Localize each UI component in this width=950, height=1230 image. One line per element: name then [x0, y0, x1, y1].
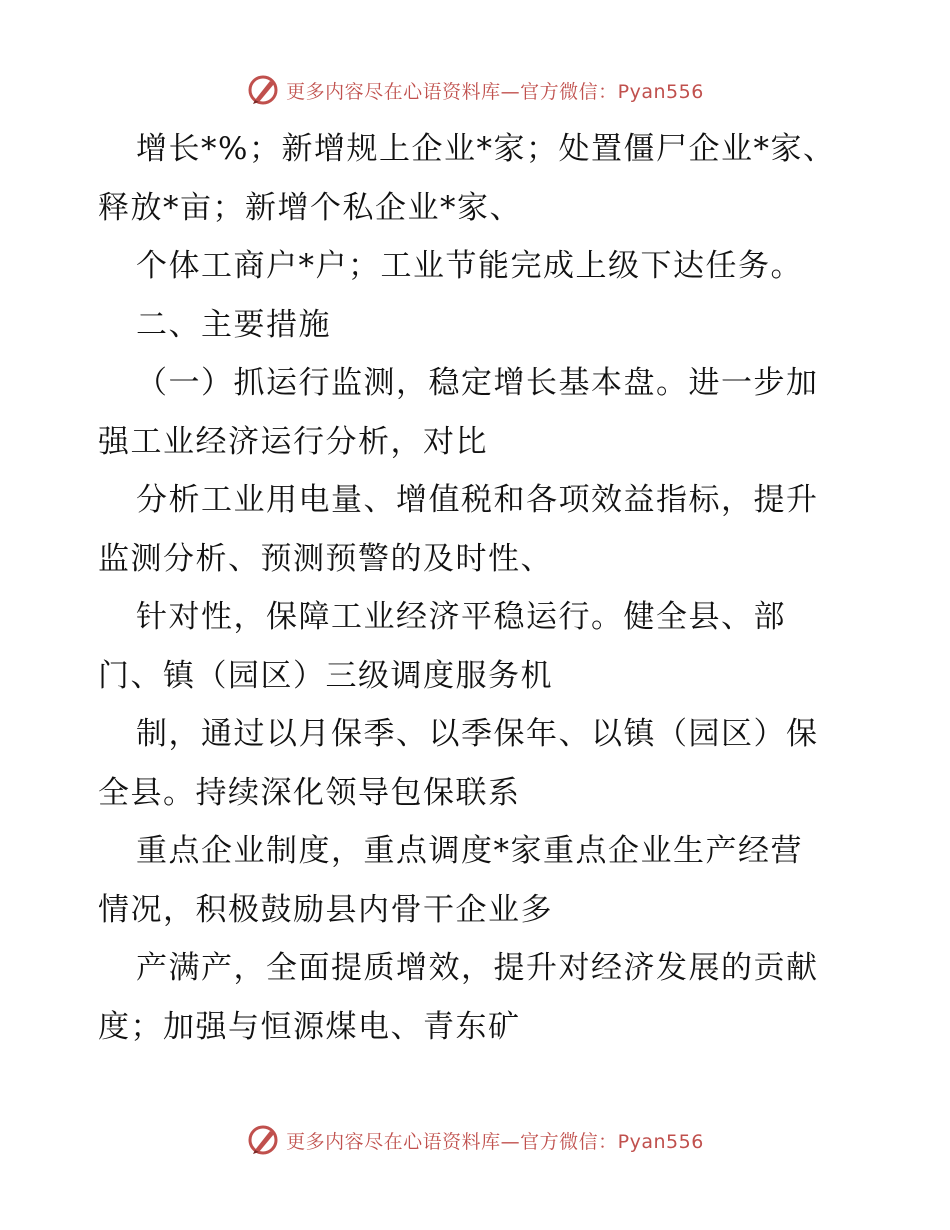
paragraph-line: 增长*%；新增规上企业*家；处置僵尸企业*家、 [136, 131, 836, 167]
pen-circle-logo-icon [246, 1123, 280, 1157]
paragraph-line: 分析工业用电量、增值税和各项效益指标，提升 [136, 482, 819, 518]
paragraph-line: 针对性，保障工业经济平稳运行。健全县、部 [136, 599, 786, 635]
paragraph-line: 个体工商户*户；工业节能完成上级下达任务。 [136, 248, 803, 284]
paragraph-line: 产满产，全面提质增效，提升对经济发展的贡献 [136, 950, 819, 986]
paragraph-line: 监测分析、预测预警的及时性、 [98, 540, 553, 577]
banner-text: 更多内容尽在心语资料库—官方微信：Pyan556 [286, 1130, 704, 1153]
document-body [98, 120, 858, 1056]
pen-circle-logo-icon [246, 73, 280, 107]
paragraph-line: 全县。持续深化领导包保联系 [98, 774, 521, 811]
banner-text: 更多内容尽在心语资料库—官方微信：Pyan556 [286, 80, 704, 103]
paragraph-line: 制，通过以月保季、以季保年、以镇（园区）保 [136, 716, 819, 752]
header-banner [0, 70, 950, 110]
paragraph-line: 度；加强与恒源煤电、青东矿 [98, 1008, 521, 1045]
paragraph-line: 门、镇（园区）三级调度服务机 [98, 657, 553, 694]
paragraph-line: 释放*亩；新增个私企业*家、 [98, 189, 522, 226]
paragraph-line: 强工业经济运行分析，对比 [98, 423, 488, 460]
paragraph-line: 重点企业制度，重点调度*家重点企业生产经营 [136, 833, 803, 869]
footer-banner [0, 1120, 950, 1160]
section-heading: 二、主要措施 [136, 306, 331, 343]
paragraph-line: （一）抓运行监测，稳定增长基本盘。进一步加 [136, 365, 819, 401]
paragraph-line: 情况，积极鼓励县内骨干企业多 [98, 891, 553, 928]
